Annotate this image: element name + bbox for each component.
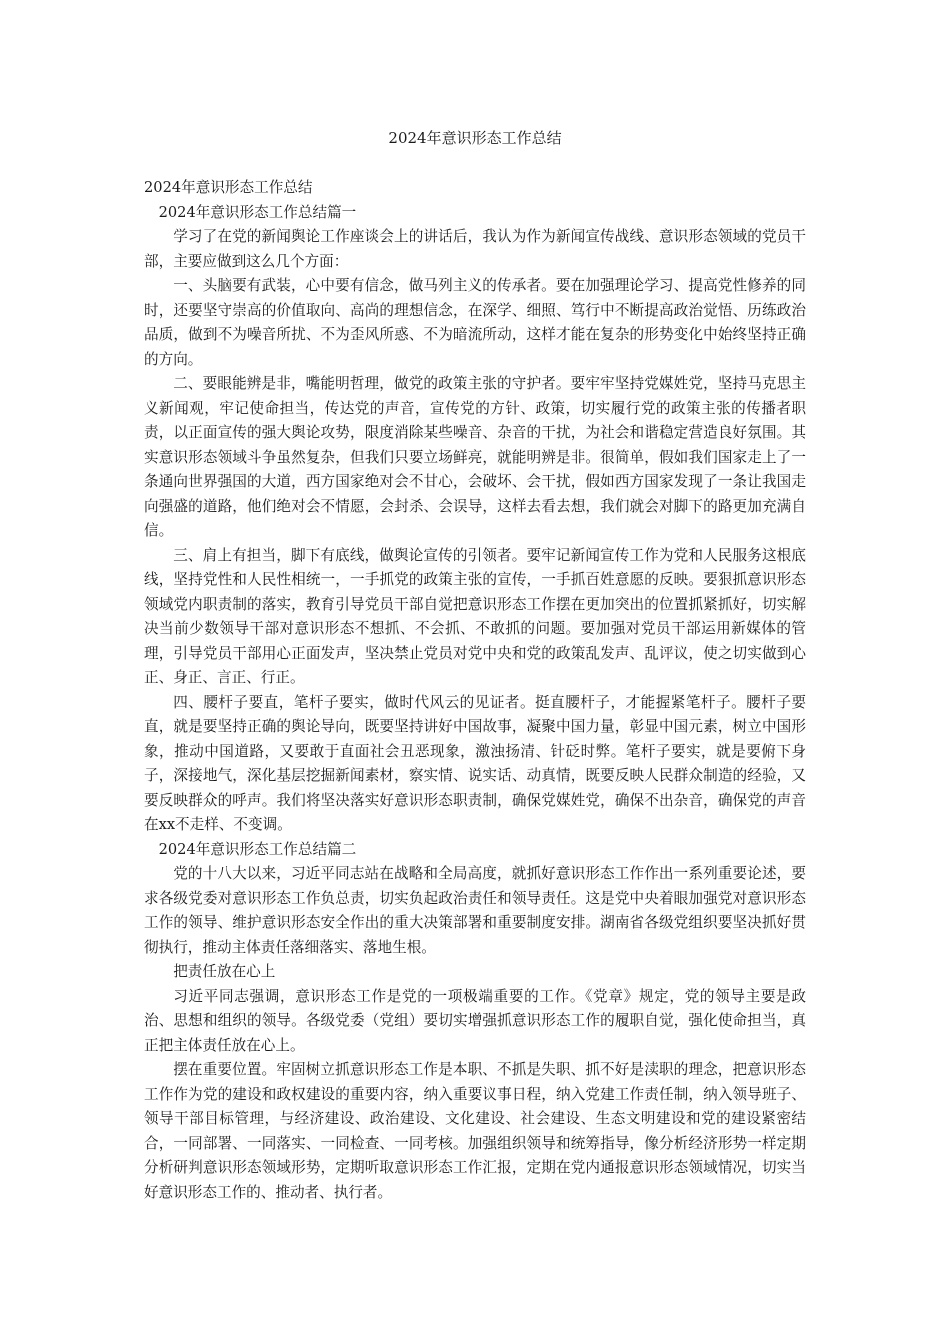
paragraph-intro: 学习了在党的新闻舆论工作座谈会上的讲话后，我认为作为新闻宣传战线、意识形态领域的党员干部，主要应做到这么几个方面：	[144, 228, 806, 270]
paragraph-point-one: 一、头脑要有武装，心中要有信念，做马列主义的传承者。要在加强理论学习、提高党性修养的同时，还要坚守崇高的价值取向、高尚的理想信念，在深学、细照、笃行中不断提高政治觉悟、历练政治品质，做到不为噪音所扰、不为歪风所惑、不为暗流所动，这样才能在复杂的形势变化中始终坚持正确的方向。	[144, 277, 806, 368]
paragraph-party-constitution: 习近平同志强调，意识形态工作是党的一项极端重要的工作。《党章》规定，党的领导主要是政治、思想和组织的领导。各级党委（党组）要切实增强抓意识形态工作的履职自觉，强化使命担当，真正把主体责任放在心上。	[144, 987, 806, 1054]
paragraph-point-three: 三、肩上有担当，脚下有底线，做舆论宣传的引领者。要牢记新闻宣传工作为党和人民服务这根底线，坚持党性和人民性相统一，一手抓党的政策主张的宣传，一手抓百姓意愿的反映。要狠抓意识形态领域党内职责制的落实，教育引导党员干部自觉把意识形态工作摆在更加突出的位置抓紧抓好，切实解决当前少数领导干部对意识形态不想抓、不会抓、不敢抓的问题。要加强对党员干部运用新媒体的管理，引导党员干部用心正面发声，坚决禁止党员对党中央和党的政策乱发声、乱评议，使之切实做到心正、身正、言正、行正。	[144, 546, 806, 686]
paragraph-point-two: 二、要眼能辨是非，嘴能明哲理，做党的政策主张的守护者。要牢牢坚持党媒姓党，坚持马克思主义新闻观，牢记使命担当，传达党的声音，宣传党的方针、政策，切实履行党的政策主张的传播者职责，以正面宣传的强大舆论攻势，限度消除某些噪音、杂音的干扰，为社会和谐稳定营造良好氛围。其实意识形态领域斗争虽然复杂，但我们只要立场鲜亮，就能明辨是非。很简单，假如我们国家走上了一条通向世界强国的大道，西方国家绝对会不甘心，会破坏、会干扰，假如西方国家发现了一条让我国走向强盛的道路，他们绝对会不情愿，会封杀、会误导，这样去看去想，我们就会对脚下的路更加充满自信。	[144, 375, 806, 539]
document-body	[144, 176, 806, 1205]
paragraph-part-two-intro: 党的十八大以来，习近平同志站在战略和全局高度，就抓好意识形态工作作出一系列重要论述，要求各级党委对意识形态工作负总责，切实负起政治责任和领导责任。这是党中央着眼加强党对意识形态工作的领导、维护意识形态安全作出的重大决策部署和重要制度安排。湖南省各级党组织要坚决抓好贯彻执行，推动主体责任落细落实、落地生根。	[144, 865, 806, 956]
paragraph-point-four: 四、腰杆子要直，笔杆子要实，做时代风云的见证者。挺直腰杆子，才能握紧笔杆子。腰杆子要直，就是要坚持正确的舆论导向，既要坚持讲好中国故事，凝聚中国力量，彰显中国元素，树立中国形象，推动中国道路，又要敢于直面社会丑恶现象，激浊扬清、针砭时弊。笔杆子要实，就是要俯下身子，深接地气，深化基层挖掘新闻素材，察实情、说实话、动真情，既要反映人民群众制造的经验，又要反映群众的呼声。我们将坚决落实好意识形态职责制，确保党媒姓党，确保不出杂音，确保党的声音在xx不走样、不变调。	[144, 693, 806, 833]
paragraph-important-position: 摆在重要位置。牢固树立抓意识形态工作是本职、不抓是失职、抓不好是渎职的理念，把意识形态工作作为党的建设和政权建设的重要内容，纳入重要议事日程，纳入党建工作责任制，纳入领导班子、领导干部目标管理，与经济建设、政治建设、文化建设、社会建设、生态文明建设和党的建设紧密结合，一同部署、一同落实、一同检查、一同考核。加强组织领导和统筹指导，像分析经济形势一样定期分析研判意识形态领域形势，定期听取意识形态工作汇报，定期在党内通报意识形态领域情况，切实当好意识形态工作的、推动者、执行者。	[144, 1061, 806, 1201]
paragraph-part-one-heading: 2024年意识形态工作总结篇一	[158, 203, 357, 221]
document-title: 2024年意识形态工作总结	[388, 129, 562, 147]
paragraph-subheading: 把责任放在心上	[173, 963, 276, 980]
paragraph-part-two-heading: 2024年意识形态工作总结篇二	[158, 840, 357, 858]
paragraph-section-heading: 2024年意识形态工作总结	[144, 179, 313, 196]
